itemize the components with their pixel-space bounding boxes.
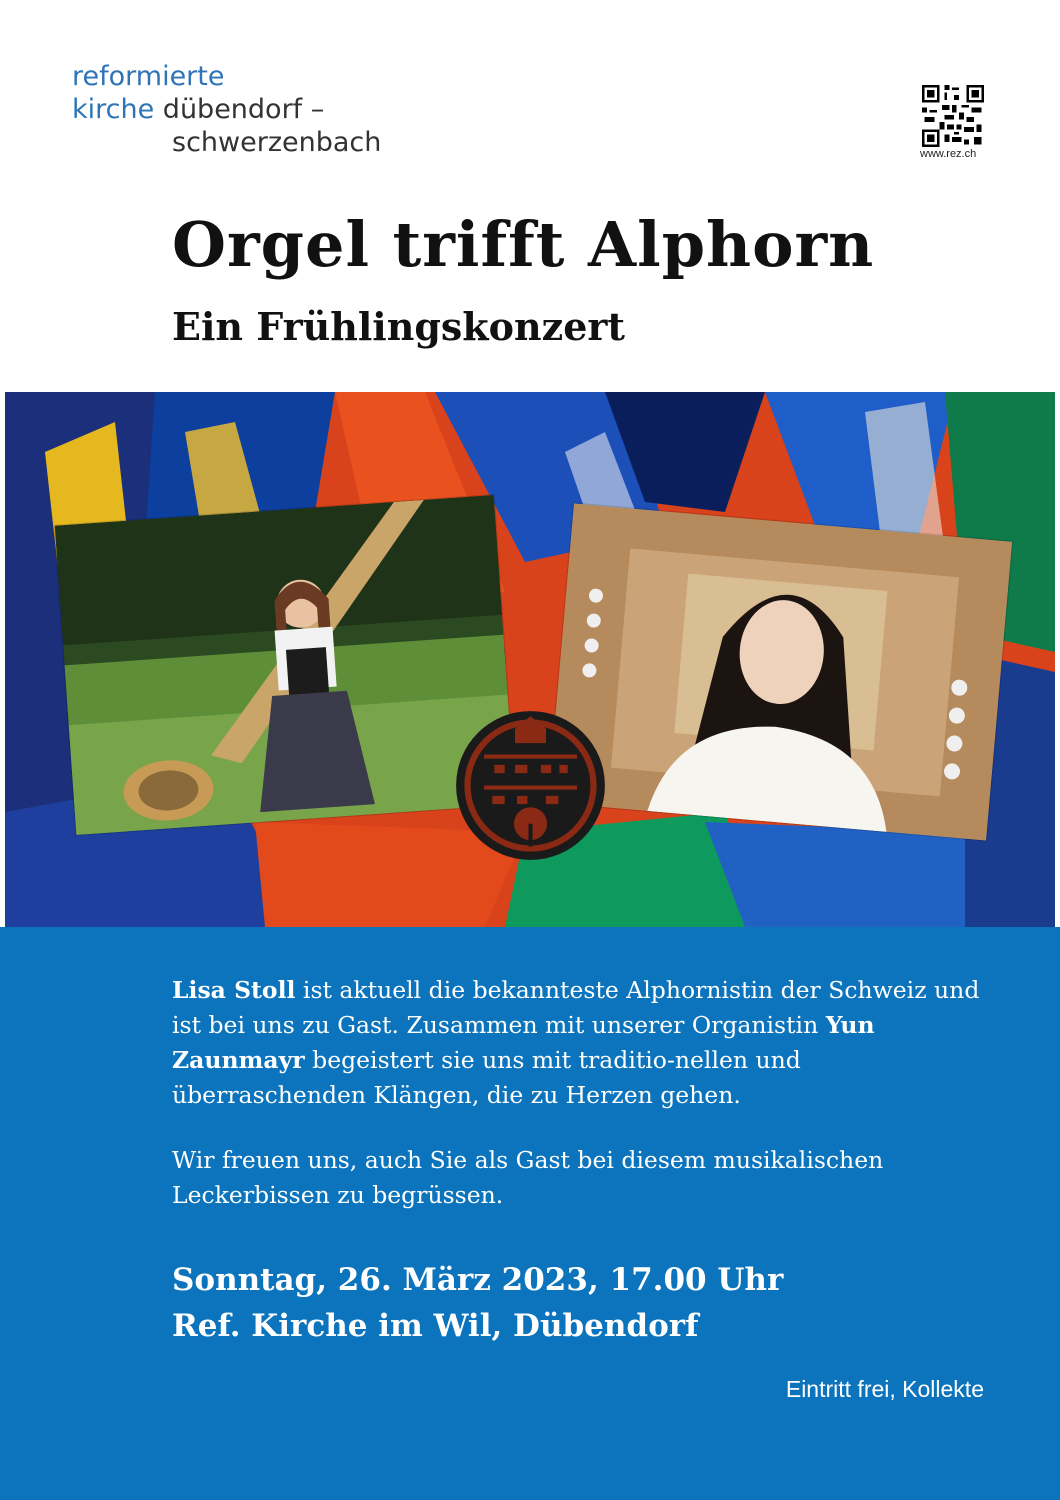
logo-line-3: schwerzenbach [172, 127, 382, 158]
qr-code-icon[interactable] [922, 85, 984, 147]
paper-cut-emblem-icon [453, 708, 608, 863]
logo-line-1: reformierte [72, 61, 225, 92]
photo-organist [548, 503, 1012, 840]
description-paragraph-2: Wir freuen uns, auch Sie als Gast bei diesem musikalischen Leckerbissen zu begrüssen. [172, 1146, 884, 1209]
church-logo [72, 60, 381, 159]
description-paragraph-1 [172, 973, 992, 1113]
website-url[interactable]: www.rez.ch [920, 148, 977, 160]
logo-line-2 [72, 93, 381, 126]
page-title: Orgel trifft Alphorn [172, 208, 875, 281]
page-subtitle: Ein Frühlingskonzert [172, 304, 625, 349]
description-text-2: begeistert sie uns mit traditio-nellen und überraschenden Klängen, die zu Herzen gehen. [172, 1046, 801, 1109]
photo-alphorn-player [55, 495, 516, 835]
artist-name-lisa: Lisa Stoll [172, 976, 296, 1004]
logo-kirche: kirche [72, 94, 155, 125]
description-text-1: ist aktuell die bekannteste Alphornistin der Schweiz und ist bei uns zu Gast. Zusammen mit unserer Organistin [172, 976, 980, 1039]
logo-duebendorf: dübendorf – [154, 94, 325, 125]
entry-note: Eintritt frei, Kollekte [785, 1376, 984, 1402]
artist-name-yun: Yun Zaunmayr [172, 1011, 875, 1074]
event-date-time: Sonntag, 26. März 2023, 17.00 Uhr [172, 1262, 784, 1298]
event-location: Ref. Kirche im Wil, Dübendorf [172, 1308, 699, 1344]
abstract-painting-banner [5, 392, 1055, 927]
